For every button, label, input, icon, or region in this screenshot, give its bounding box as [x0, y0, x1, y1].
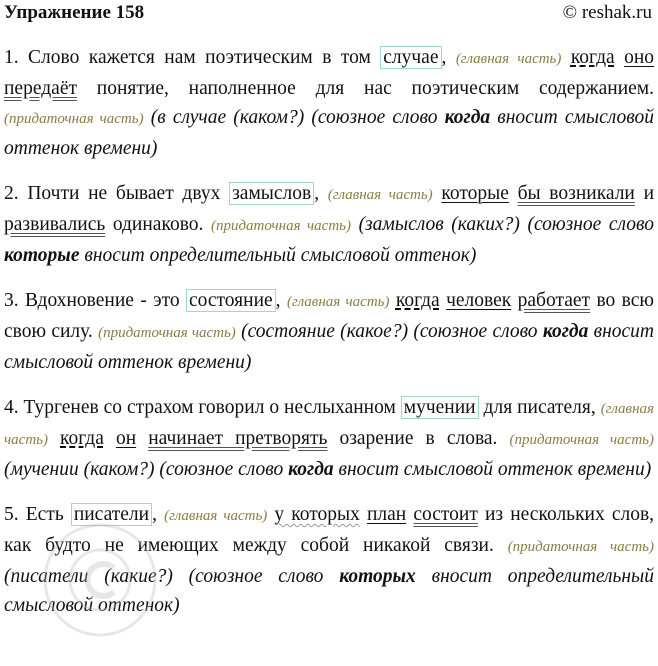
- predicate: передаёт: [4, 78, 77, 99]
- conjunctive-word: которые: [4, 245, 80, 266]
- clause-label: (придаточная часть): [98, 325, 236, 341]
- exercise-body: [0, 26, 658, 620]
- text: [104, 428, 116, 449]
- text: [615, 47, 624, 68]
- text: ,: [275, 290, 287, 311]
- clause-label: (главная часть): [455, 51, 562, 67]
- analysis-note: (писатели (какие?) (союзное слово: [4, 566, 340, 587]
- analysis-note: (замыслов (каких?) (союзное слово: [358, 214, 654, 235]
- paragraph-2: [4, 179, 654, 270]
- text: ,: [441, 47, 456, 68]
- adverbial: когда: [395, 290, 440, 311]
- text: 3. Вдохновение - это: [4, 290, 186, 311]
- text: из нескольких слов, как будто не имеющих между собой никакой связи.: [4, 504, 655, 556]
- predicate: развивались: [4, 214, 106, 235]
- subject: оно: [624, 47, 655, 68]
- analysis-note: (состояние (какое?) (союзное слово: [241, 321, 543, 342]
- analysis-note: вносит смысловой оттенок времени): [333, 459, 652, 480]
- analysis-note: вносит определительный смысловой оттенок): [4, 566, 654, 616]
- paragraph-3: [4, 286, 654, 377]
- paragraph-1: [4, 43, 654, 163]
- text: [509, 183, 518, 204]
- text: понятие, наполненное для нас поэтическим содержанием.: [77, 78, 654, 99]
- text: 1. Слово кажется нам поэтическим в том: [4, 47, 381, 68]
- adverbial: когда: [60, 428, 104, 449]
- text: [561, 47, 570, 68]
- paragraph-4: [4, 393, 654, 484]
- analysis-note: вносит определительный смысловой оттенок): [79, 245, 477, 266]
- text: [136, 428, 148, 449]
- clause-label: (главная часть): [286, 294, 390, 310]
- text: [360, 504, 367, 525]
- analysis-note: вносит смысловой оттенок времени): [4, 107, 654, 159]
- predicate: работает: [517, 290, 591, 311]
- boxed-defined-word: замыслов: [229, 182, 314, 205]
- boxed-defined-word: мучении: [401, 396, 479, 419]
- predicate: начинает претворять: [148, 428, 328, 449]
- text: и: [634, 183, 655, 204]
- subject: план: [366, 504, 407, 525]
- clause-label: (придаточная часть): [4, 111, 144, 127]
- copyright: © reshak.ru: [562, 2, 652, 23]
- conjunctive-word: когда: [444, 107, 491, 128]
- text: одинаково.: [105, 214, 211, 235]
- boxed-defined-word: писатели: [71, 503, 152, 526]
- clause-label: (придаточная часть): [509, 432, 654, 448]
- boxed-defined-word: случае: [380, 46, 441, 69]
- analysis-note: (мучении (каком?) (союзное слово: [4, 459, 289, 480]
- adverbial: когда: [570, 47, 615, 68]
- text: 4. Тургенев со страхом говорил о неслыханном: [4, 397, 401, 418]
- conjunctive-word: которых: [339, 566, 416, 587]
- text: [48, 428, 60, 449]
- predicate: состоит: [413, 504, 478, 525]
- clause-label: (придаточная часть): [507, 539, 654, 555]
- text: ,: [152, 504, 165, 525]
- subject: которые: [441, 183, 509, 204]
- analysis-note: (в случае (каком?) (союзное слово: [150, 107, 445, 128]
- clause-label: (главная часть): [164, 508, 268, 524]
- text: для писателя,: [478, 397, 601, 418]
- conjunctive-word: когда: [288, 459, 334, 480]
- conjunctive-word: когда: [542, 321, 589, 342]
- text: [351, 214, 359, 235]
- text: во всю свою силу.: [4, 290, 654, 342]
- clause-label: (главная часть): [327, 187, 433, 203]
- predicate: бы возникали: [517, 183, 635, 204]
- text: 2. Почти не бывает двух: [4, 183, 230, 204]
- analysis-note: вносит смысловой оттенок времени): [4, 321, 654, 373]
- subject: человек: [446, 290, 512, 311]
- text: озарение в слова.: [327, 428, 510, 449]
- text: ,: [314, 183, 328, 204]
- clause-label: (главная часть): [4, 401, 654, 448]
- paragraph-5: [4, 500, 654, 620]
- object: у которых: [274, 504, 360, 525]
- subject: он: [115, 428, 137, 449]
- header: [4, 0, 652, 26]
- boxed-defined-word: состояние: [186, 289, 276, 312]
- clause-label: (придаточная часть): [210, 218, 351, 234]
- text: [144, 107, 151, 128]
- text: 5. Есть: [4, 504, 71, 525]
- exercise-title: Упражнение 158: [4, 2, 145, 23]
